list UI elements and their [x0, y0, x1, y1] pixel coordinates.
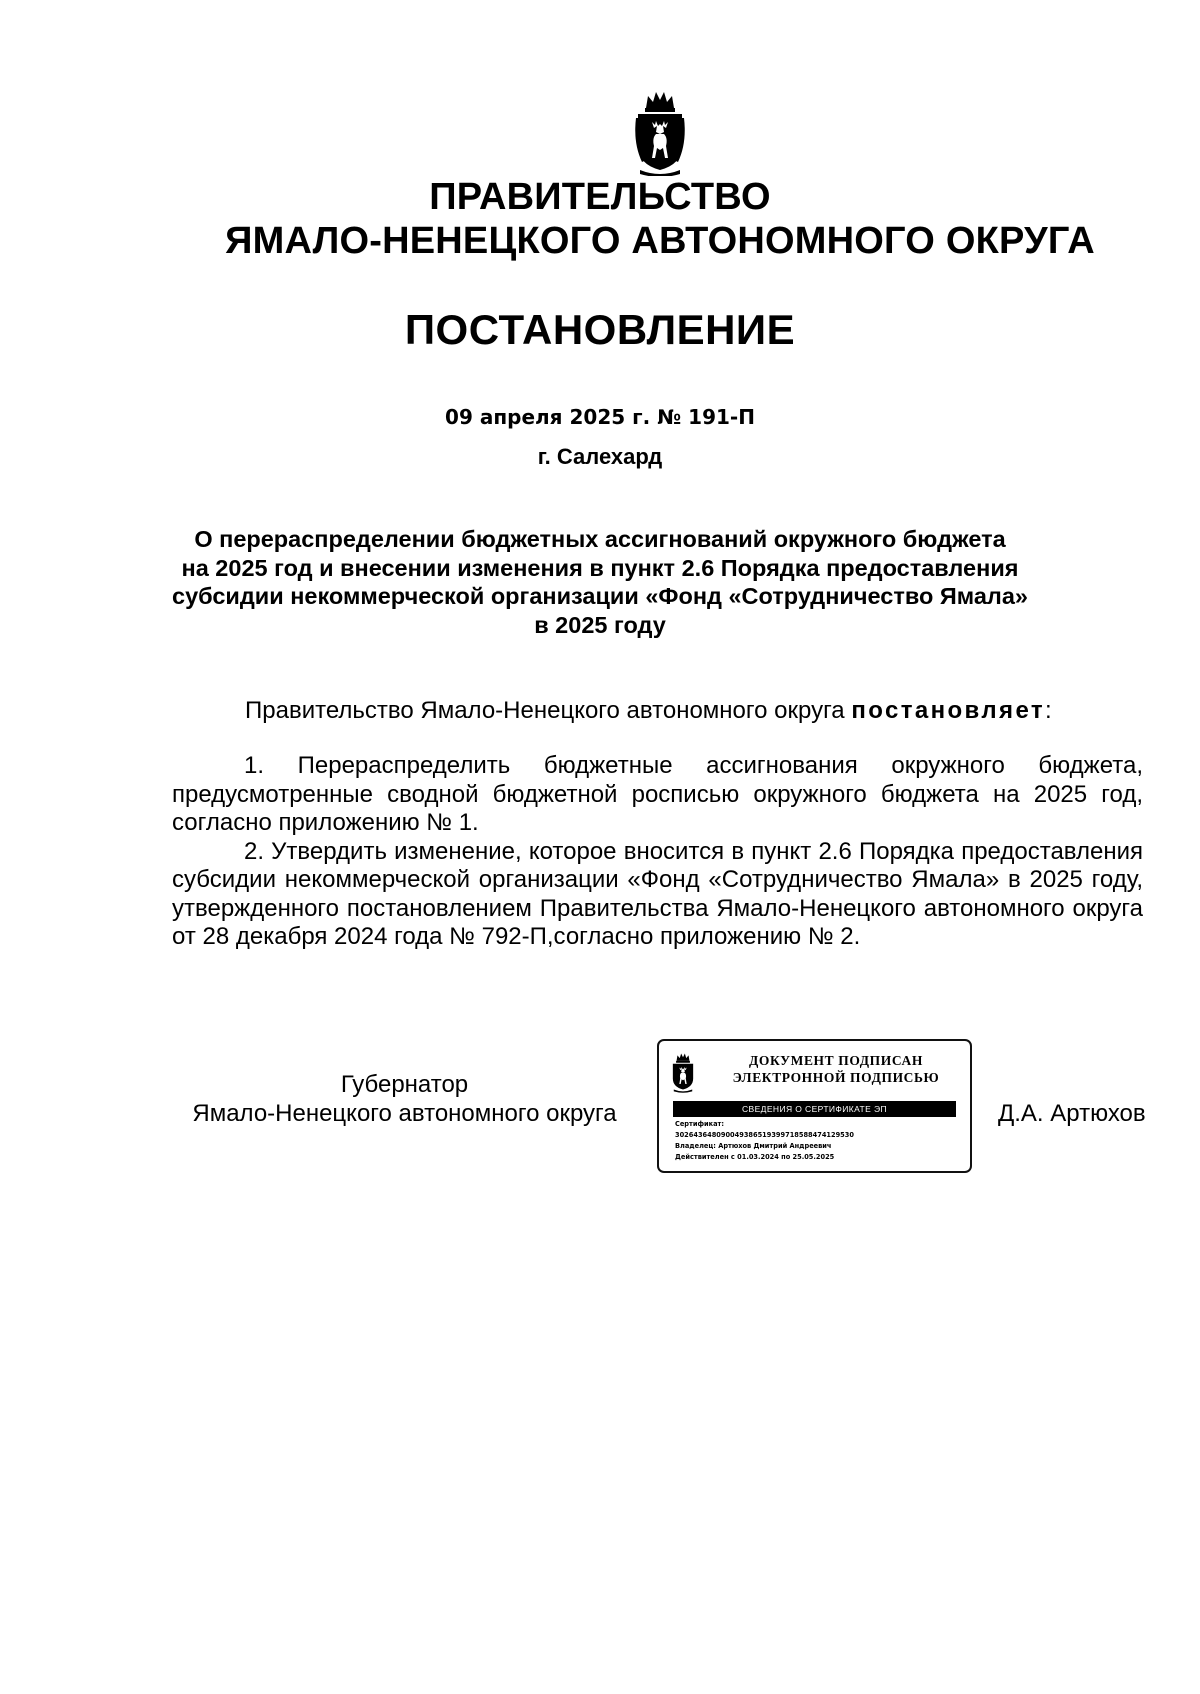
stamp-certificate-bar: СВЕДЕНИЯ О СЕРТИФИКАТЕ ЭП: [673, 1101, 956, 1117]
preamble-keyword: постановляет: [851, 697, 1046, 724]
org-title-line2: ЯМАЛО-НЕНЕЦКОГО АВТОНОМНОГО ОКРУГА: [225, 220, 1095, 262]
electronic-signature-stamp: [657, 1039, 972, 1173]
coat-of-arms-icon: [634, 88, 686, 176]
signatory-title-line1: Губернатор: [340, 1071, 469, 1098]
body-paragraph: 1. Перераспределить бюджетные ассигнования окружного бюджета, предусмотренные сводной бюджетной росписью окружного бюджета на 2025 год, согласно приложению № 1.: [172, 752, 1143, 836]
city: г. Салехард: [537, 444, 663, 469]
body-paragraph: 2. Утвердить изменение, которое вносится в пункт 2.6 Порядка предоставления субсидии некоммерческой организации «Фонд «Сотрудничество Ямала» в 2025 году, утвержденного постановлением Правительства Ямало-Ненецкого автономного округа от 28 декабря 2024 года № 792-П,согласно приложению № 2.: [172, 837, 1143, 950]
signatory-title-line2: Ямало-Ненецкого автономного округа: [192, 1100, 617, 1127]
document-type-heading: ПОСТАНОВЛЕНИЕ: [404, 306, 796, 353]
preamble: [245, 697, 1052, 725]
date-and-number: 09 апреля 2025 г. № 191-П: [445, 405, 755, 429]
certificate-validity: Действителен с 01.03.2024 по 25.05.2025: [675, 1153, 835, 1161]
stamp-certificate-info: [675, 1119, 965, 1163]
stamp-heading-line2: ЭЛЕКТРОННОЙ ПОДПИСЬЮ: [732, 1070, 940, 1085]
stamp-heading: [705, 1052, 967, 1086]
document-subject: [150, 525, 1050, 639]
subject-line: субсидии некоммерческой организации «Фонд «Сотрудничество Ямала»: [172, 583, 1028, 609]
stamp-coat-of-arms-icon: [671, 1051, 695, 1093]
certificate-value: 302643648090049386519399718588474129530: [675, 1131, 854, 1139]
org-title-line1: ПРАВИТЕЛЬСТВО: [429, 176, 771, 218]
certificate-label: Сертификат:: [675, 1120, 725, 1128]
preamble-suffix: :: [1045, 697, 1052, 724]
preamble-text: Правительство Ямало-Ненецкого автономного округа: [245, 697, 852, 724]
subject-line: на 2025 год и внесении изменения в пункт 2.6 Порядка предоставления: [181, 554, 1019, 581]
subject-line: в 2025 году: [534, 611, 666, 638]
subject-line: О перераспределении бюджетных ассигнований окружного бюджета: [194, 526, 1006, 552]
signatory-title: [172, 1070, 637, 1128]
document-body: [172, 752, 1143, 952]
stamp-heading-line1: ДОКУМЕНТ ПОДПИСАН: [749, 1053, 923, 1068]
signatory-name: Д.А. Артюхов: [998, 1100, 1146, 1127]
certificate-owner: Владелец: Артюхов Дмитрий Андреевич: [675, 1142, 832, 1150]
